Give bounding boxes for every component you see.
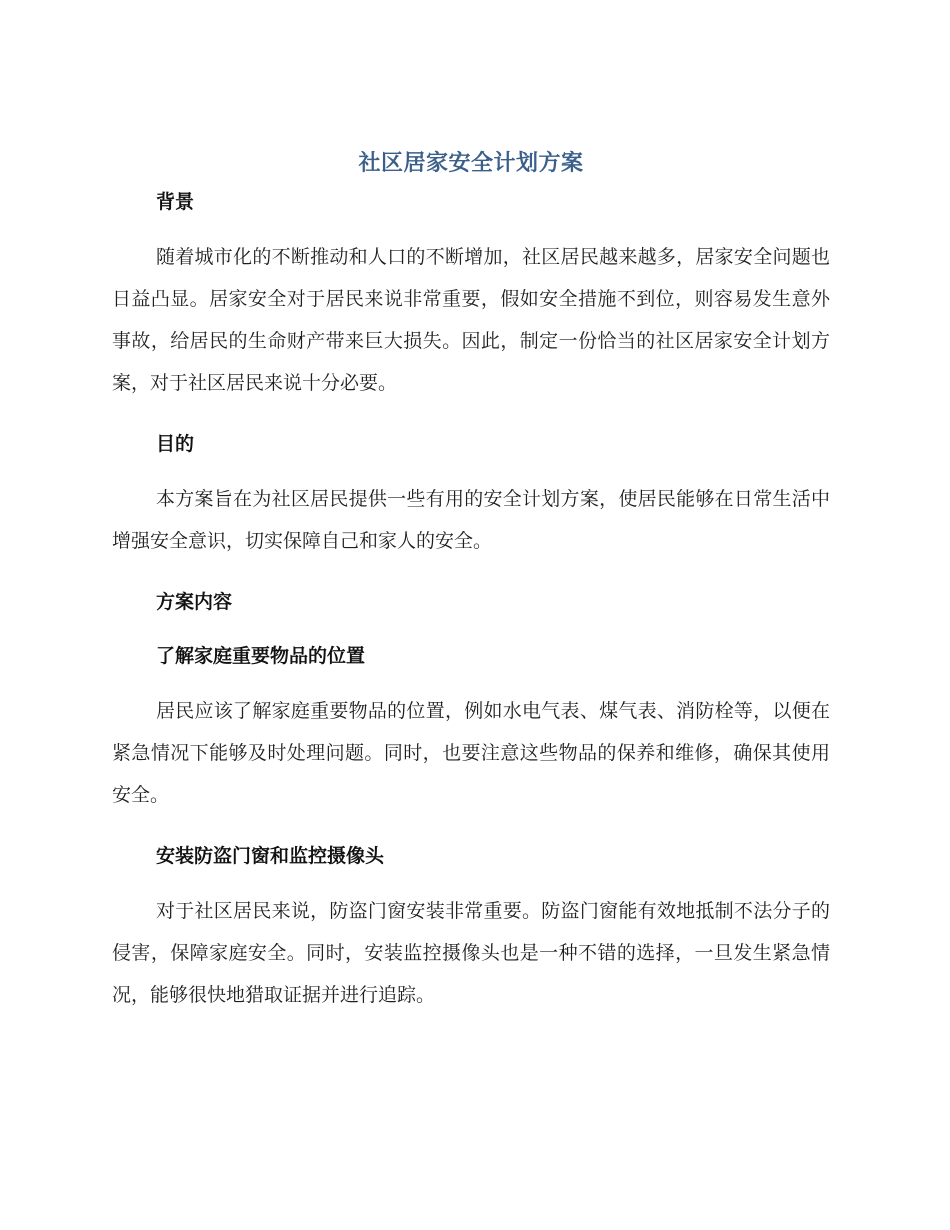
section-paragraph-background: 随着城市化的不断推动和人口的不断增加，社区居民越来越多，居家安全问题也日益凸显。居家安全对于居民来说非常重要，假如安全措施不到位，则容易发生意外事故，给居民的生命财产带来巨大损失。因此，制定一份恰当的社区居家安全计划方案，对于社区居民来说十分必要。	[112, 246, 830, 394]
section-heading-security-install: 安装防盗门窗和监控摄像头	[156, 845, 385, 867]
section-paragraph-security-install: 对于社区居民来说，防盗门窗安装非常重要。防盗门窗能有效地抵制不法分子的侵害，保障家庭安全。同时，安装监控摄像头也是一种不错的选择，一旦发生紧急情况，能够很快地猎取证据并进行追踪。	[112, 900, 830, 1006]
document-body	[112, 144, 830, 1016]
section-heading-item-locations: 了解家庭重要物品的位置	[156, 645, 366, 667]
section-paragraph-item-locations: 居民应该了解家庭重要物品的位置，例如水电气表、煤气表、消防栓等，以便在紧急情况下能够及时处理问题。同时，也要注意这些物品的保养和维修，确保其使用安全。	[112, 700, 830, 806]
section-heading-purpose: 目的	[156, 433, 195, 455]
section-heading-background: 背景	[156, 191, 195, 213]
section-heading-plan-content: 方案内容	[156, 591, 233, 613]
section-paragraph-purpose: 本方案旨在为社区居民提供一些有用的安全计划方案，使居民能够在日常生活中增强安全意识，切实保障自己和家人的安全。	[112, 488, 830, 552]
document-title: 社区居家安全计划方案	[358, 151, 584, 176]
